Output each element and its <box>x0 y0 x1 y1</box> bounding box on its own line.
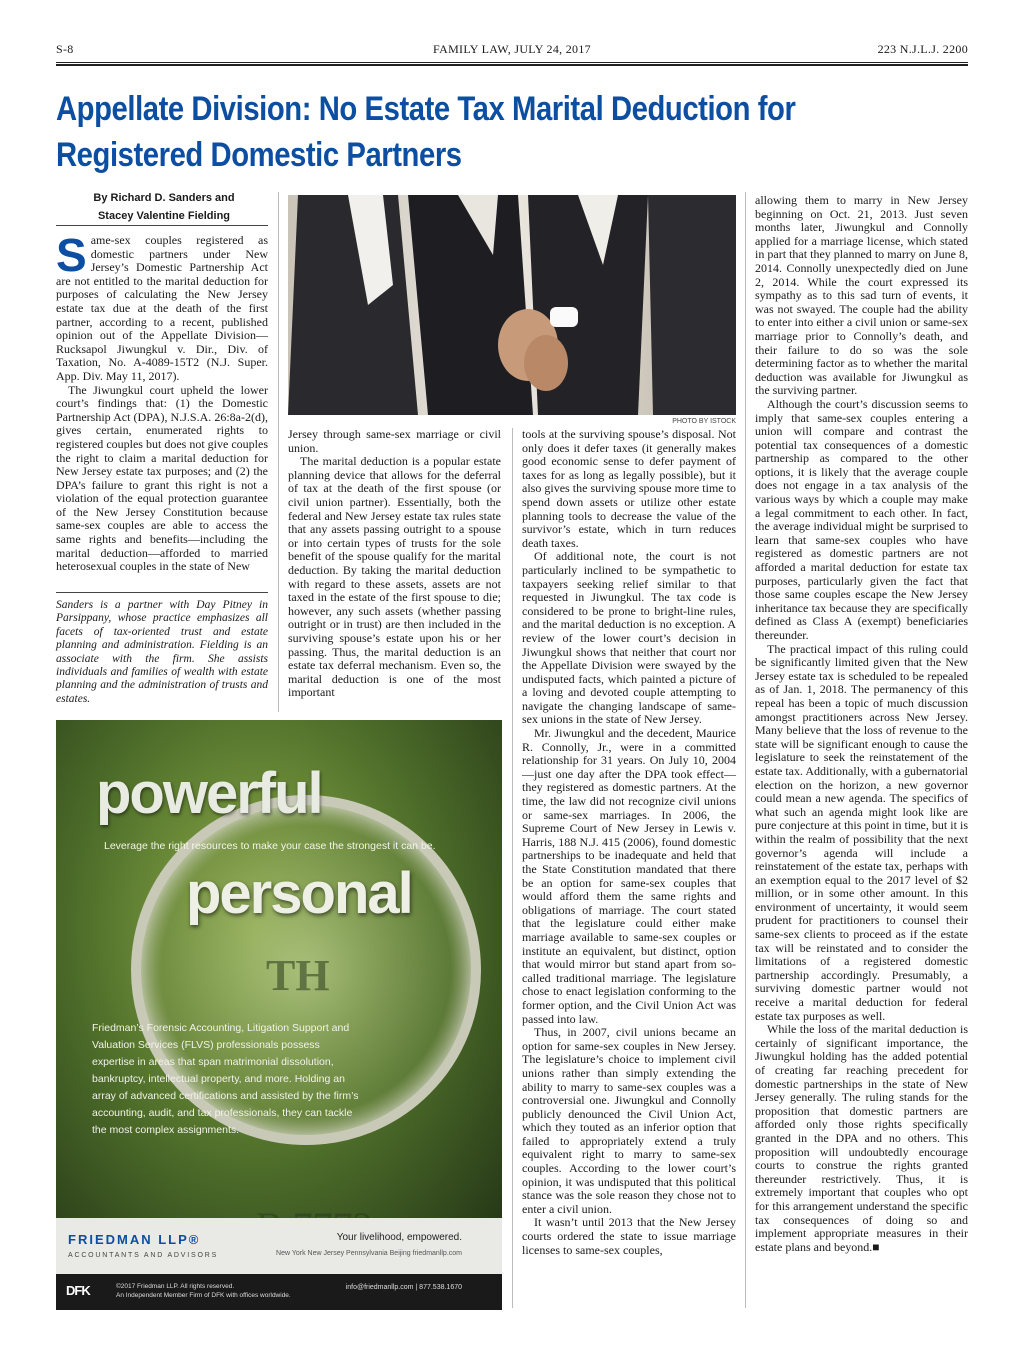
photo-credit: PHOTO BY ISTOCK <box>672 418 736 425</box>
ad-copyright: ©2017 Friedman LLP. All rights reserved. An Independent Member Firm of DFK with offices worldwide. <box>116 1283 291 1299</box>
paragraph: tools at the surviving spouse’s disposal. Not only does it defer taxes (it generally makes good economic sense to defer payment of taxes for as long as legally possible), but it also gives the surviving spouse more time to spend down assets or utilize other estate planning tools to decrease the value of the survivor’s estate, which in turn reduces death taxes. <box>522 427 736 550</box>
column-2 <box>288 428 501 700</box>
paragraph: It wasn’t until 2013 that the New Jersey courts ordered the state to issue marriage licenses to same-sex couples, <box>522 1215 736 1257</box>
column-4 <box>755 194 968 1254</box>
friedman-advertisement[interactable] <box>56 720 502 1310</box>
friedman-subtitle: ACCOUNTANTS AND ADVISORS <box>68 1252 219 1259</box>
paragraph: Thus, in 2007, civil unions became an option for same-sex couples in New Jersey. The legislature’s choice to implement civil unions rather than simply extending the ability to marry to same-sex couples was a controversial one. Jiwungkul and Connolly publicly denounced the Civil Union Act, which they touted as an inferior option that failed to appropriately extend a truly equivalent right to marry to same-sex couples. According to the lower court’s opinion, it was undisputed that this political stance was the sole reason they chose not to enter a civil union. <box>522 1025 736 1216</box>
column-divider <box>512 428 513 1308</box>
ad-legal-bar <box>56 1274 502 1310</box>
column-3 <box>522 428 736 1257</box>
header-rule <box>56 64 968 66</box>
ad-body-text: Friedman’s Forensic Accounting, Litigation Support and Valuation Services (FLVS) professionals possess expertise in areas that span matrimonial dissolution, bankruptcy, intellectual property, and more. Holding an array of advanced certifications and assisted by the firm’s accounting, audit, and tax professionals, they can tackle the most complex assignments. <box>92 1022 359 1136</box>
article-title: Appellate Division: No Estate Tax Marital Deduction for Registered Domestic Partners <box>56 90 796 174</box>
svg-text:TH: TH <box>266 951 330 1000</box>
page-number: S-8 <box>56 42 74 56</box>
ad-slogan: Your livelihood, empowered. <box>336 1232 462 1243</box>
citation: 223 N.J.L.J. 2200 <box>877 42 968 56</box>
paragraph: Mr. Jiwungkul and the decedent, Maurice R. Connolly, Jr., were in a committed relationship for 31 years. On July 10, 2004—just one day after the DPA took effect—they registered as domestic partners. At the time, the law did not recognize civil unions or same-sex marriages. In 2006, the Supreme Court of New Jersey in Lewis v. Harris, 188 N.J. 415 (2006), found domestic partnerships to be inadequate and held that the State Constitution mandated that there be an option for same-sex couples that would afford them the same rights and obligations of marriage. The court stated that the legislature could either make marriage available to same-sex couples or institute an equivalent, but distinct, option that would mirror but stand apart from so-called traditional marriage. The legislature chose to enact legislation conforming to the former option, and the Civil Union Act was passed into law. <box>522 726 736 1026</box>
friedman-logo: FRIEDMAN LLP® <box>68 1232 201 1247</box>
ad-contact-info[interactable]: info@friedmanllp.com | 877.538.1670 <box>345 1284 462 1291</box>
paragraph: The practical impact of this ruling could be significantly limited given that the New Jersey estate tax is scheduled to be repealed as of Jan. 1, 2018. The permanency of this repeal has been a topic of much discussion amongst practitioners across New Jersey. Many believe that the loss of revenue to the state will be significant enough to cause the legislature to seek the reinstatement of the estate tax. Additionally, with a gubernatorial election on the horizon, a new governor could mean a new agenda. The specifics of what such an agenda might look like are pure conjecture at this point in time, but it is within the realm of possibility that the next governor’s agenda will include a reinstatement of the estate tax, perhaps with an exemption equal to the 2017 level of $2 million, or in some other amount. In this environment of uncertainty, it would seem prudent for practitioners to counsel their same-sex clients to proceed as if the estate tax will be reinstated and to consider the limitations of a registered domestic partnership accordingly. Presumably, a surviving domestic partner would not receive a marital deduction for federal estate tax purposes as well. <box>755 641 968 1023</box>
column-divider <box>745 192 746 1308</box>
paragraph: Although the court’s discussion seems to imply that same-sex couples entering a union will compare and contrast the potential tax consequences of a domestic partnership as compared to the other options, it is likely that the average couple does not engage in a tax analysis of the various ways by which a couple may make a legal commitment to each other. In fact, the average individual might be surprised to learn that same-sex couples who have registered as domestic partners are not afforded a marital deduction for estate tax purposes, particularly given the fact that those same couples escape the New Jersey inheritance tax because they are specifically defined as Class A (exempt) beneficiaries thereunder. <box>755 396 968 642</box>
byline-rule <box>56 225 268 226</box>
byline-line1: By Richard D. Sanders and <box>93 192 235 204</box>
paragraph: While the loss of the marital deduction is certainly of significant importance, the Jiwungkul holding has the added potential of creating far reaching precedent for domestic partnerships in the state of New Jersey generally. The ruling stands for the proposition that domestic partners are afforded only those rights specifically granted in the DPA and no others. This proposition will undoubtedly encourage courts to construe the rights granted thereunder restrictively. Thus, it is extremely important that couples who opt for this arrangement understand the specific tax consequences of doing so and implement appropriate measures in their estate plans and beyond.■ <box>755 1022 968 1254</box>
paragraph: The Jiwungkul court upheld the lower court’s findings that: (1) the Domestic Partnership Act (DPA), N.J.S.A. 26:8a-2(d), gives certain, enumerated rights to registered couples but does not give couples the right to claim a marital deduction for New Jersey estate tax purposes; and (2) the DPA’s failure to grant this right is not a violation of the equal protection guarantee of the New Jersey Constitution because same-sex couples are able to access the same rights and benefits—including the marital deduction—afforded to married heterosexual couples in the state of New <box>56 382 268 574</box>
paragraph: The marital deduction is a popular estate planning device that allows for the deferral of tax at the death of the first spouse (or civil union partner). Essentially, both the federal and New Jersey estate tax rules state that any assets passing outright to a spouse or into certain types of trusts for the sole benefit of the spouse qualify for the marital deduction. By taking the marital deduction with regard to these assets, assets are not taxed in the estate of the first spouse to die; however, any such assets (whether passing outright or in trust) are then included in the surviving spouse’s estate upon his or her passing. Thus, the marital deduction is an estate tax deferral mechanism. Even so, the marital deduction is one of the most important <box>288 454 501 700</box>
column-divider <box>278 192 279 712</box>
author-bio: Sanders is a partner with Day Pitney in Parsippany, whose practice emphasizes all facets of tax-oriented trust and estate planning and administration. Fielding is an associate with the firm. She assists individuals and families of wealth with estate planning and the administration of trusts and estates. <box>56 592 268 706</box>
lede-paragraph: Same-sex couples registered as domestic partners under New Jersey’s Domestic Partnership Act are not entitled to the marital deduction for purposes of calculating the New Jersey estate tax due at the death of the first partner, according to a recent, published opinion out of the Appellate Division—Rucksapol Jiwungkul v. Dir., Div. of Taxation, No. A-4089-15T2 (N.J. Super. App. Div. May 11, 2017). <box>56 229 268 383</box>
publication-date: FAMILY LAW, JULY 24, 2017 <box>433 42 591 56</box>
ad-office-locations[interactable]: New York New Jersey Pennsylvania Beijing friedmanllp.com <box>276 1250 462 1257</box>
dfk-logo: DFK <box>66 1283 90 1298</box>
couple-photo <box>288 195 736 415</box>
page-header <box>56 42 968 63</box>
paragraph: Of additional note, the court is not particularly inclined to be sympathetic to taxpayers seeking relief similar to that requested in Jiwungkul. The tax code is considered to be prone to bright-line rules, and the marital deduction is no exception. A review of the lower court’s decision in Jiwungkul shows that neither that court nor the Appellate Division were swayed by the undisputed facts, which painted a picture of a loving and devoted couple attempting to navigate the changing landscape of same-sex unions in the state of New Jersey. <box>522 549 736 727</box>
paragraph: allowing them to marry in New Jersey beginning on Oct. 21, 2013. Just seven months later, Jiwungkul and Connolly applied for a marriage license, which stated in part that they planned to marry on June 8, 2014. Connolly unexpectedly died on June 2, 2014. While the court expressed its sympathy as to this sad turn of events, it was not swayed. The couple had the ability to enter into either a civil union or same-sex marriage prior to Connolly’s death, and their failure to do so was the sole determining factor as to whether the marital deduction was available for Jiwungkul as the surviving partner. <box>755 193 968 398</box>
paragraph: Jersey through same-sex marriage or civil union. <box>288 427 501 455</box>
column-1 <box>56 229 268 574</box>
ad-headline-powerful: powerful <box>96 761 322 826</box>
ad-footer <box>56 1218 502 1310</box>
ad-tagline: Leverage the right resources to make your case the strongest it can be. <box>104 840 436 852</box>
drop-cap: S <box>56 229 87 281</box>
byline-line2: Stacey Valentine Fielding <box>97 210 231 222</box>
ad-headline-personal: personal <box>186 861 412 926</box>
